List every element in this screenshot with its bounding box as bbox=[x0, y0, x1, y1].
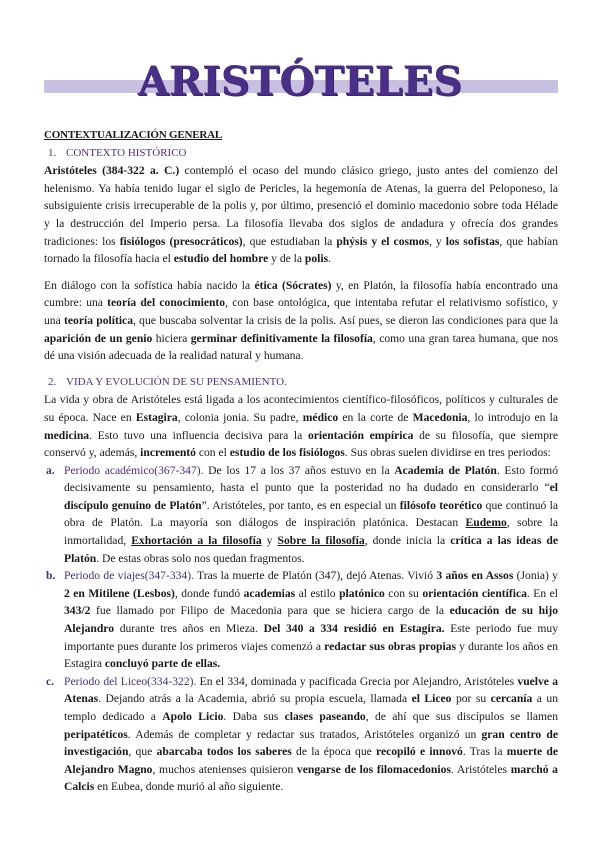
section-header: CONTEXTUALIZACIÓN GENERAL bbox=[44, 129, 223, 141]
document-body bbox=[44, 127, 558, 796]
period-item-travels: b. Periodo de viajes(347-334). Tras la muerte de Platón (347), dejó Atenas. Vivió 3 años en Assos (Jonia) y 2 en Mitilene (Lesbos), donde fundó academias al estilo platónico con su orientación científica. En el 343/2 fue llamado por Filipo de Macedonia para que se hiciera cargo de la educación de su hijo Alejandro durante tres años en Mieza. Del 340 a 334 residió en Estagira. Este periodo fue muy importante pues durante los primeros viajes comenzó a redactar sus obras propias y durante los años en Estagira concluyó parte de ellas. bbox=[46, 569, 558, 671]
period-item-lyceum: c. Periodo del Liceo(334-322). En el 334, dominada y pacificada Grecia por Alejandro, Aristóteles vuelve a Atenas. Dejando atrás a la Academia, abrió su propia escuela, llamada el Liceo por su cercanía a un templo dedicado a Apolo Licio. Daba sus clases paseando, de ahí que sus discípulos se llamen peripatéticos. Además de completar y redactar sus tratados, Aristóteles organizó un gran centro de investigación, que abarcaba todos los saberes de la época que recopiló e innovó. Tras la muerte de Alejandro Magno, muchos atenienses quisieron vengarse de los filomacedonios. Aristóteles marchó a Calcis en Eubea, donde murió al año siguiente. bbox=[46, 674, 559, 794]
paragraph-context-1: Aristóteles (384-322 a. C.) contempló el ocaso del mundo clásico griego, justo antes del comienzo del helenismo. Ya había tenido lugar el siglo de Pericles, la hegemonía de Atenas, la guerra del Peloponeso, la subsiguiente crisis irrecuperable de la polis y, por último, presenció el dominio macedonio sobre toda Hélade y la destrucción del Imperio persa. La filosofía llevaba dos siglos de andadura y ofrecía dos grandes tradiciones: los fisiólogos (presocráticos), que estudiaban la phýsis y el cosmos, y los sofistas, que habían tornado la filosofía hacia el estudio del hombre y de la polis. bbox=[44, 164, 559, 266]
paragraph-context-2: En diálogo con la sofística había nacido la ética (Sócrates) y, en Platón, la filosofía había encontrado una cumbre: una teoría del conocimiento, con base ontológica, que intentaba refutar el relativismo sofístico, y una teoría política, que buscaba solventar la crisis de la polis. Así pues, se dieron las condiciones para que la aparición de un genio hiciera germinar definitivamente la filosofía, como una gran tarea humana, que nos dé una visión adecuada de la realidad natural y humana. bbox=[44, 278, 559, 363]
period-item-academic: a. Periodo académico(367-347). De los 17 a los 37 años estuvo en la Academia de Platón. Esto formó decisivamente su pensamiento, hasta el punto que la posteridad no ha dudado en considerarlo “el discípulo genuino de Platón”. Aristóteles, por tanto, es en especial un filósofo teorético que continuó la obra de Platón. La mayoría son diálogos de inspiración platónica. Destacan Eudemo, sobre la inmortalidad, Exhortación a la filosofía y Sobre la filosofía, donde inicia la crítica a las ideas de Platón. De estas obras solo nos quedan fragmentos. bbox=[46, 463, 558, 565]
paragraph-life-intro: La vida y obra de Aristóteles está ligada a los acontecimientos científico-filosóficos, políticos y culturales de su época. Nace en Estagira, colonia jonia. Su padre, médico en la corte de Macedonia, lo introdujo en la medicina. Esto tuvo una influencia decisiva para la orientación empírica de su filosofía, que siempre conservó y, además, incrementó con el estudio de los fisiólogos. Sus obras suelen dividirse en tres periodos: bbox=[44, 393, 558, 460]
section-2-heading: 2. VIDA Y EVOLUCIÓN DE SU PENSAMIENTO. bbox=[48, 375, 287, 388]
section-1-heading: 1. CONTEXTO HISTÓRICO bbox=[48, 146, 187, 159]
page-title: ARISTÓTELES bbox=[137, 58, 463, 105]
